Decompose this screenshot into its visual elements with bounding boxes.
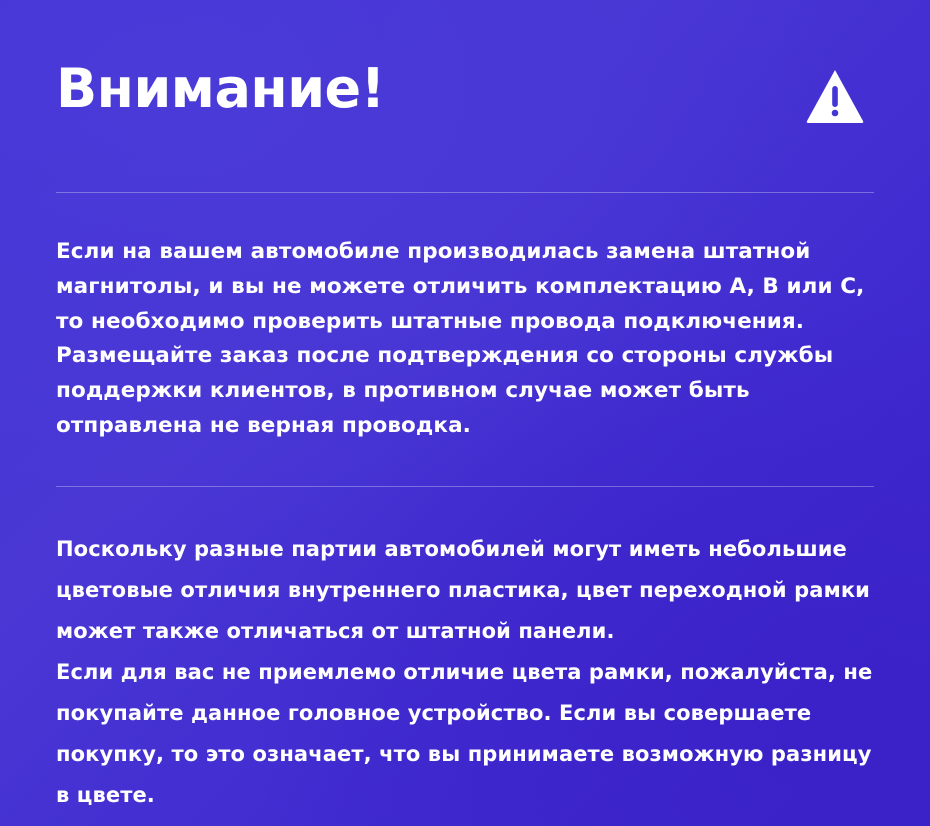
section-wiring-notice (56, 235, 874, 444)
section-color-notice (56, 529, 874, 816)
divider-top (56, 192, 874, 193)
divider-middle (56, 486, 874, 487)
paragraph-purchase-agreement: Если для вас не приемлемо отличие цвета рамки, пожалуйста, не покупайте данное головное устройство. Если вы совершаете покупку, то это означает, что вы принимаете возможную разницу в цвете. (56, 659, 873, 807)
paragraph-wiring: Если на вашем автомобиле производилась замена штатной магнитолы, и вы не можете отличить комплектацию A, B или C, то необходимо проверить штатные провода подключения. Размещайте заказ после подтверждения со стороны службы поддержки клиентов, в противном случае может быть отправлена не верная проводка. (56, 239, 865, 439)
page-title: Внимание! (56, 57, 385, 120)
banner-header (56, 57, 874, 148)
paragraph-color-variance: Поскольку разные партии автомобилей могут иметь небольшие цветовые отличия внутреннего пластика, цвет переходной рамки может также отличаться от штатной панели. (56, 536, 870, 643)
warning-triangle-icon (806, 68, 864, 124)
